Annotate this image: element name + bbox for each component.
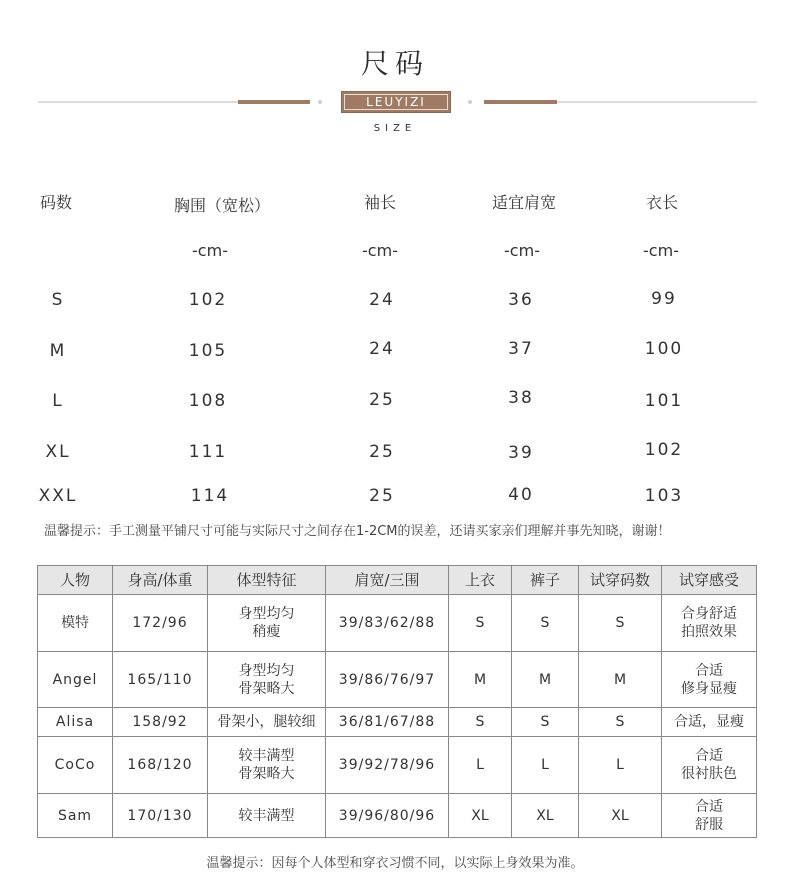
header-accent-left (238, 100, 310, 104)
tried-size-cell: S (579, 595, 662, 652)
person-cell: Alisa (38, 708, 113, 737)
person-cell: 模特 (38, 595, 113, 652)
measurements-cell: 39/86/76/97 (326, 652, 449, 708)
header-divider-left (38, 101, 238, 103)
measurements-cell: 39/83/62/88 (326, 595, 449, 652)
length-value: 101 (644, 391, 684, 411)
size-label: L (52, 391, 64, 411)
shoulder-value: 39 (508, 443, 534, 463)
shoulder-value: 40 (508, 485, 534, 505)
top-size-cell: S (449, 708, 512, 737)
person-cell: CoCo (38, 737, 113, 794)
header-divider-right (557, 101, 757, 103)
tryon-header-row (38, 566, 757, 595)
feeling-cell (662, 595, 757, 652)
header-accent-right (484, 100, 557, 104)
height-weight-cell: 168/120 (113, 737, 208, 794)
page-title: 尺码 (360, 47, 429, 80)
table-row (38, 595, 757, 652)
body-type-cell: 骨架小，腿较细 (208, 708, 326, 737)
tryon-table (37, 565, 757, 838)
top-size-cell: L (449, 737, 512, 794)
measurements-cell: 36/81/67/88 (326, 708, 449, 737)
measurements-cell: 39/96/80/96 (326, 794, 449, 838)
length-value: 102 (644, 440, 684, 460)
feeling-line: 合适 (695, 662, 723, 679)
sleeve-value: 25 (369, 442, 395, 462)
height-weight-cell: 165/110 (113, 652, 208, 708)
header-pants: 裤子 (512, 566, 579, 595)
tried-size-cell: L (579, 737, 662, 794)
table-row (38, 737, 757, 794)
pants-size-cell: S (512, 708, 579, 737)
feeling-line: 修身显瘦 (681, 680, 737, 697)
feeling-cell (662, 794, 757, 838)
feeling-line: 合身舒适 (681, 606, 737, 622)
brand-badge (341, 91, 451, 113)
pants-size-cell: S (512, 595, 579, 652)
shoulder-value: 37 (508, 339, 534, 359)
size-label: XXL (38, 486, 78, 506)
size-label: M (49, 341, 67, 361)
body-type-line: 骨架略大 (238, 680, 295, 697)
header-dot-right (468, 100, 472, 104)
table-row (38, 652, 757, 708)
feeling-line: 很衬肤色 (681, 766, 737, 782)
header-feeling: 试穿感受 (662, 566, 757, 595)
page-subtitle: SIZE (373, 123, 417, 134)
unit-length: -cm- (643, 241, 679, 260)
sleeve-value: 25 (369, 390, 395, 410)
sleeve-value: 24 (369, 339, 395, 359)
unit-shoulder: -cm- (504, 241, 540, 260)
unit-sleeve: -cm- (362, 241, 398, 260)
sleeve-value: 24 (369, 290, 395, 310)
brand-label: LEUYIZI (344, 94, 448, 110)
feeling-cell (662, 737, 757, 794)
header-dot-left (318, 100, 322, 104)
size-header-shoulder: 适宜肩宽 (491, 193, 557, 212)
size-label: S (51, 290, 65, 310)
body-type-cell (208, 737, 326, 794)
header-height-weight: 身高/体重 (113, 566, 208, 595)
length-value: 99 (651, 289, 677, 309)
header-body-type: 体型特征 (208, 566, 326, 595)
shoulder-value: 38 (508, 388, 534, 408)
height-weight-cell: 172/96 (113, 595, 208, 652)
pants-size-cell: L (512, 737, 579, 794)
feeling-cell: 合适，显瘦 (662, 708, 757, 737)
pants-size-cell: M (512, 652, 579, 708)
chest-value: 102 (188, 290, 228, 310)
size-header-sleeve: 袖长 (363, 193, 397, 212)
unit-chest: -cm- (192, 241, 228, 260)
pants-size-cell: XL (512, 794, 579, 838)
size-header-chest: 胸围（宽松） (173, 196, 271, 215)
height-weight-cell: 158/92 (113, 708, 208, 737)
body-type-line: 较丰满型 (238, 748, 295, 764)
person-cell: Angel (38, 652, 113, 708)
body-type-cell (208, 652, 326, 708)
chest-value: 111 (188, 442, 228, 462)
body-type-line: 骨架略大 (238, 766, 295, 782)
body-type-line: 稍瘦 (252, 624, 281, 640)
feeling-line: 拍照效果 (681, 624, 737, 640)
top-size-cell: XL (449, 794, 512, 838)
body-type-cell: 较丰满型 (208, 794, 326, 838)
header-measurements: 肩宽/三围 (326, 566, 449, 595)
top-size-cell: M (449, 652, 512, 708)
length-value: 100 (644, 339, 684, 359)
body-type-line: 身型均匀 (238, 662, 295, 679)
top-size-cell: S (449, 595, 512, 652)
feeling-line: 合适 (695, 798, 723, 815)
feeling-cell (662, 652, 757, 708)
body-type-cell (208, 595, 326, 652)
chest-value: 108 (188, 391, 228, 411)
header-top: 上衣 (449, 566, 512, 595)
chest-value: 114 (190, 486, 230, 506)
tryon-note: 温馨提示：因每个人体型和穿衣习惯不同，以实际上身效果为准。 (206, 856, 584, 871)
table-row (38, 794, 757, 838)
size-header-length: 衣长 (645, 193, 679, 212)
sleeve-value: 25 (369, 486, 395, 506)
person-cell: Sam (38, 794, 113, 838)
table-row (38, 708, 757, 737)
height-weight-cell: 170/130 (113, 794, 208, 838)
header-person: 人物 (38, 566, 113, 595)
measurements-cell: 39/92/78/96 (326, 737, 449, 794)
feeling-line: 合适 (695, 748, 723, 764)
tried-size-cell: XL (579, 794, 662, 838)
measurement-note: 温馨提示：手工测量平铺尺寸可能与实际尺寸之间存在1-2CM的误差，还请买家亲们理解并事先知晓，谢谢！ (44, 524, 671, 539)
header-tried-size: 试穿码数 (579, 566, 662, 595)
length-value: 103 (644, 486, 684, 506)
chest-value: 105 (188, 341, 228, 361)
size-header-size: 码数 (40, 193, 73, 212)
tried-size-cell: S (579, 708, 662, 737)
body-type-line: 身型均匀 (238, 606, 295, 622)
shoulder-value: 36 (508, 290, 534, 310)
tried-size-cell: M (579, 652, 662, 708)
size-label: XL (45, 442, 71, 462)
feeling-line: 舒服 (695, 816, 723, 833)
